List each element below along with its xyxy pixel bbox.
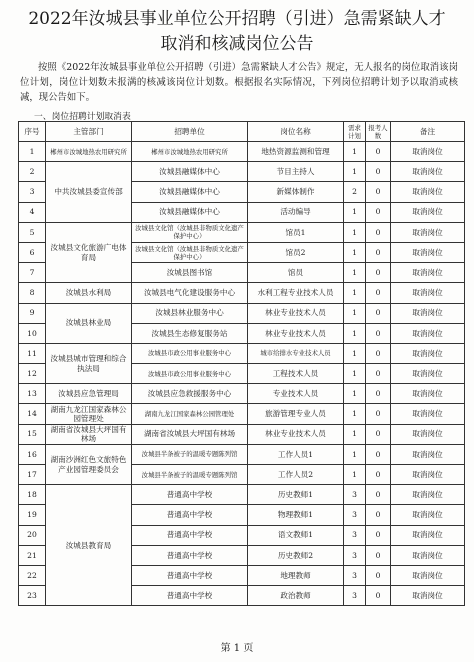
- cell-applicants: 0: [366, 263, 391, 283]
- cell-plan: 1: [344, 303, 366, 323]
- cell-index: 12: [19, 364, 46, 384]
- cell-position: 地热资源监测和管理: [248, 142, 344, 162]
- cell-remark: 取消岗位: [391, 364, 465, 384]
- cell-index: 20: [19, 525, 46, 545]
- cell-unit: 湖南省汝城县大坪国有林场: [132, 424, 248, 444]
- cell-position: 节目主持人: [248, 162, 344, 182]
- cell-applicants: 0: [366, 465, 391, 485]
- cell-position: 馆员: [248, 263, 344, 283]
- cell-index: 18: [19, 485, 46, 505]
- cell-department: 郴州市汝城地热农用研究所: [46, 142, 132, 162]
- cell-applicants: 0: [366, 545, 391, 565]
- cell-applicants: 0: [366, 525, 391, 545]
- cell-applicants: 0: [366, 485, 391, 505]
- cell-index: 1: [19, 142, 46, 162]
- cell-remark: 取消岗位: [391, 384, 465, 404]
- table-row: [19, 303, 465, 323]
- cell-remark: 取消岗位: [391, 545, 465, 565]
- document-title-line2: 取消和核减岗位公告: [160, 34, 314, 54]
- cell-position: 政治教师: [248, 586, 344, 606]
- cell-plan: 3: [344, 586, 366, 606]
- cell-unit: 汝城县电气化建设服务中心: [132, 283, 248, 303]
- cell-applicants: 0: [366, 242, 391, 262]
- cell-index: 10: [19, 323, 46, 343]
- cell-position: 工程技术人员: [248, 364, 344, 384]
- cell-unit: 汝城县生态修复服务站: [132, 323, 248, 343]
- cell-position: 新媒体制作: [248, 182, 344, 202]
- table-row: [19, 444, 465, 464]
- cell-unit: 汝城县融媒体中心: [132, 162, 248, 182]
- cell-plan: 3: [344, 565, 366, 585]
- cell-unit: 湖南九龙江国家森林公园管理处: [132, 404, 248, 424]
- cell-index: 6: [19, 242, 46, 262]
- cell-plan: 1: [344, 162, 366, 182]
- cell-plan: 1: [344, 242, 366, 262]
- cell-plan: 1: [344, 404, 366, 424]
- cell-remark: 取消岗位: [391, 404, 465, 424]
- cell-unit: 普通高中学校: [132, 525, 248, 545]
- cell-department: 汝城县城市管理和综合执法局: [46, 343, 132, 383]
- cell-applicants: 0: [366, 162, 391, 182]
- cell-index: 7: [19, 263, 46, 283]
- cell-index: 21: [19, 545, 46, 565]
- cell-position: 活动编导: [248, 202, 344, 222]
- cell-applicants: 0: [366, 303, 391, 323]
- cell-position: 林业专业技术人员: [248, 424, 344, 444]
- cell-unit: 汝城县文化馆（汝城县非物质文化遗产保护中心）: [132, 222, 248, 242]
- cell-remark: 取消岗位: [391, 303, 465, 323]
- cell-index: 11: [19, 343, 46, 363]
- cell-remark: 取消岗位: [391, 142, 465, 162]
- cell-applicants: 0: [366, 565, 391, 585]
- cell-position: 地理教师: [248, 565, 344, 585]
- cell-plan: 1: [344, 142, 366, 162]
- header-remark: 备注: [391, 122, 465, 142]
- cell-index: 19: [19, 505, 46, 525]
- table-row: [19, 222, 465, 242]
- cell-index: 22: [19, 565, 46, 585]
- cell-position: 林业专业技术人员: [248, 323, 344, 343]
- cell-remark: 取消岗位: [391, 485, 465, 505]
- table-row: [19, 162, 465, 182]
- cell-index: 2: [19, 162, 46, 182]
- cell-applicants: 0: [366, 343, 391, 363]
- cell-unit: 汝城县图书馆: [132, 263, 248, 283]
- cell-index: 15: [19, 424, 46, 444]
- cell-applicants: 0: [366, 404, 391, 424]
- cell-remark: 取消岗位: [391, 525, 465, 545]
- cell-remark: 取消岗位: [391, 424, 465, 444]
- cell-plan: 3: [344, 485, 366, 505]
- cell-applicants: 0: [366, 323, 391, 343]
- cell-remark: 取消岗位: [391, 505, 465, 525]
- cell-remark: 取消岗位: [391, 182, 465, 202]
- cell-unit: 普通高中学校: [132, 565, 248, 585]
- cell-applicants: 0: [366, 142, 391, 162]
- header-position: 岗位名称: [248, 122, 344, 142]
- cell-remark: 取消岗位: [391, 283, 465, 303]
- page-number: 第 1 页: [220, 643, 254, 654]
- cell-position: 馆员1: [248, 222, 344, 242]
- cell-department: 汝城县文化旅游广电体育局: [46, 222, 132, 283]
- cell-remark: 取消岗位: [391, 465, 465, 485]
- cell-remark: 取消岗位: [391, 323, 465, 343]
- cell-position: 历史教师1: [248, 485, 344, 505]
- cell-position: 馆员2: [248, 242, 344, 262]
- cell-index: 16: [19, 444, 46, 464]
- cell-plan: 1: [344, 343, 366, 363]
- cell-department: 湖南沙洲红色文旅特色产业园管理委员会: [46, 444, 132, 484]
- cell-index: 17: [19, 465, 46, 485]
- cell-plan: 1: [344, 384, 366, 404]
- cell-department: 中共汝城县委宣传部: [46, 162, 132, 223]
- cell-department: 汝城县教育局: [46, 485, 132, 606]
- cell-unit: 郴州市汝城地热农用研究所: [132, 142, 248, 162]
- cell-unit: 汝城县应急救援服务中心: [132, 384, 248, 404]
- header-department: 主管部门: [46, 122, 132, 142]
- table-row: [19, 485, 465, 505]
- cell-index: 23: [19, 586, 46, 606]
- cell-remark: 取消岗位: [391, 343, 465, 363]
- cell-plan: 1: [344, 323, 366, 343]
- cell-position: 语文教师1: [248, 525, 344, 545]
- cell-applicants: 0: [366, 384, 391, 404]
- cell-unit: 普通高中学校: [132, 545, 248, 565]
- cell-index: 9: [19, 303, 46, 323]
- cell-position: 城市给排水专业技术人员: [248, 343, 344, 363]
- cell-position: 物理教师1: [248, 505, 344, 525]
- cell-remark: 取消岗位: [391, 586, 465, 606]
- cell-unit: 汝城县半条被子的温暖专题陈列馆: [132, 444, 248, 464]
- table-row: [19, 142, 465, 162]
- cell-remark: 取消岗位: [391, 202, 465, 222]
- cell-plan: 3: [344, 545, 366, 565]
- cell-plan: 1: [344, 444, 366, 464]
- section-heading: 一、岗位招聘计划取消表: [34, 112, 131, 122]
- cell-remark: 取消岗位: [391, 263, 465, 283]
- cell-unit: 普通高中学校: [132, 485, 248, 505]
- cell-plan: 1: [344, 364, 366, 384]
- header-unit: 招聘单位: [132, 122, 248, 142]
- cell-position: 旅游管理专业人员: [248, 404, 344, 424]
- cell-applicants: 0: [366, 586, 391, 606]
- cell-plan: 3: [344, 505, 366, 525]
- cell-applicants: 0: [366, 364, 391, 384]
- cell-index: 8: [19, 283, 46, 303]
- cell-index: 5: [19, 222, 46, 242]
- document-title-line1: 2022年汝城县事业单位公开招聘（引进）急需紧缺人才: [28, 9, 446, 29]
- cell-unit: 普通高中学校: [132, 505, 248, 525]
- cell-department: 汝城县应急管理局: [46, 384, 132, 404]
- cell-plan: 3: [344, 525, 366, 545]
- cell-index: 4: [19, 202, 46, 222]
- cell-unit: 汝城县市政公用事业服务中心: [132, 364, 248, 384]
- cell-remark: 取消岗位: [391, 222, 465, 242]
- cell-index: 14: [19, 404, 46, 424]
- table-row: [19, 343, 465, 363]
- cancellation-table: [18, 121, 465, 606]
- cell-plan: 1: [344, 263, 366, 283]
- cell-applicants: 0: [366, 222, 391, 242]
- cell-index: 13: [19, 384, 46, 404]
- cell-applicants: 0: [366, 283, 391, 303]
- cell-department: 汝城县水利局: [46, 283, 132, 303]
- cell-position: 工作人员1: [248, 444, 344, 464]
- cell-remark: 取消岗位: [391, 565, 465, 585]
- cell-unit: 汝城县半条被子的温暖专题陈列馆: [132, 465, 248, 485]
- cell-position: 工作人员2: [248, 465, 344, 485]
- cell-plan: 1: [344, 424, 366, 444]
- cell-remark: 取消岗位: [391, 444, 465, 464]
- cell-plan: 1: [344, 202, 366, 222]
- cell-unit: 普通高中学校: [132, 586, 248, 606]
- table-header-row: [19, 122, 465, 142]
- cell-department: 汝城县林业局: [46, 303, 132, 343]
- cell-unit: 汝城县融媒体中心: [132, 182, 248, 202]
- cell-remark: 取消岗位: [391, 162, 465, 182]
- cell-department: 湖南九龙江国家森林公园管理处: [46, 404, 132, 424]
- cell-index: 3: [19, 182, 46, 202]
- cell-unit: 汝城县融媒体中心: [132, 202, 248, 222]
- header-plan: 需求计划: [344, 122, 366, 142]
- header-index: 序号: [19, 122, 46, 142]
- intro-paragraph: 按照《2022年汝城县事业单位公开招聘（引进）急需紧缺人才公告》规定，无人报名的岗位取消该岗位计划，岗位计划数未报满的核减该岗位计划数。根据报名实际情况，下列岗位招聘计划予以取消或核减，现公告如下。: [20, 62, 458, 103]
- cell-applicants: 0: [366, 182, 391, 202]
- table-row: [19, 384, 465, 404]
- cell-applicants: 0: [366, 424, 391, 444]
- cell-unit: 汝城县文化馆（汝城县非物质文化遗产保护中心）: [132, 242, 248, 262]
- cell-unit: 汝城县市政公用事业服务中心: [132, 343, 248, 363]
- table-row: [19, 283, 465, 303]
- cell-applicants: 0: [366, 202, 391, 222]
- cell-plan: 1: [344, 222, 366, 242]
- cell-unit: 汝城县林业服务中心: [132, 303, 248, 323]
- cell-position: 历史教师2: [248, 545, 344, 565]
- cell-plan: 1: [344, 283, 366, 303]
- cell-position: 林业专业技术人员: [248, 303, 344, 323]
- cell-applicants: 0: [366, 505, 391, 525]
- table-row: [19, 424, 465, 444]
- table-row: [19, 404, 465, 424]
- cell-position: 专业技术人员: [248, 384, 344, 404]
- cell-position: 水利工程专业技术人员: [248, 283, 344, 303]
- cell-plan: 2: [344, 182, 366, 202]
- cell-plan: 1: [344, 465, 366, 485]
- header-applicants: 报考人数: [366, 122, 391, 142]
- cell-applicants: 0: [366, 444, 391, 464]
- cell-remark: 取消岗位: [391, 242, 465, 262]
- cell-department: 湖南省汝城县大坪国有林场: [46, 424, 132, 444]
